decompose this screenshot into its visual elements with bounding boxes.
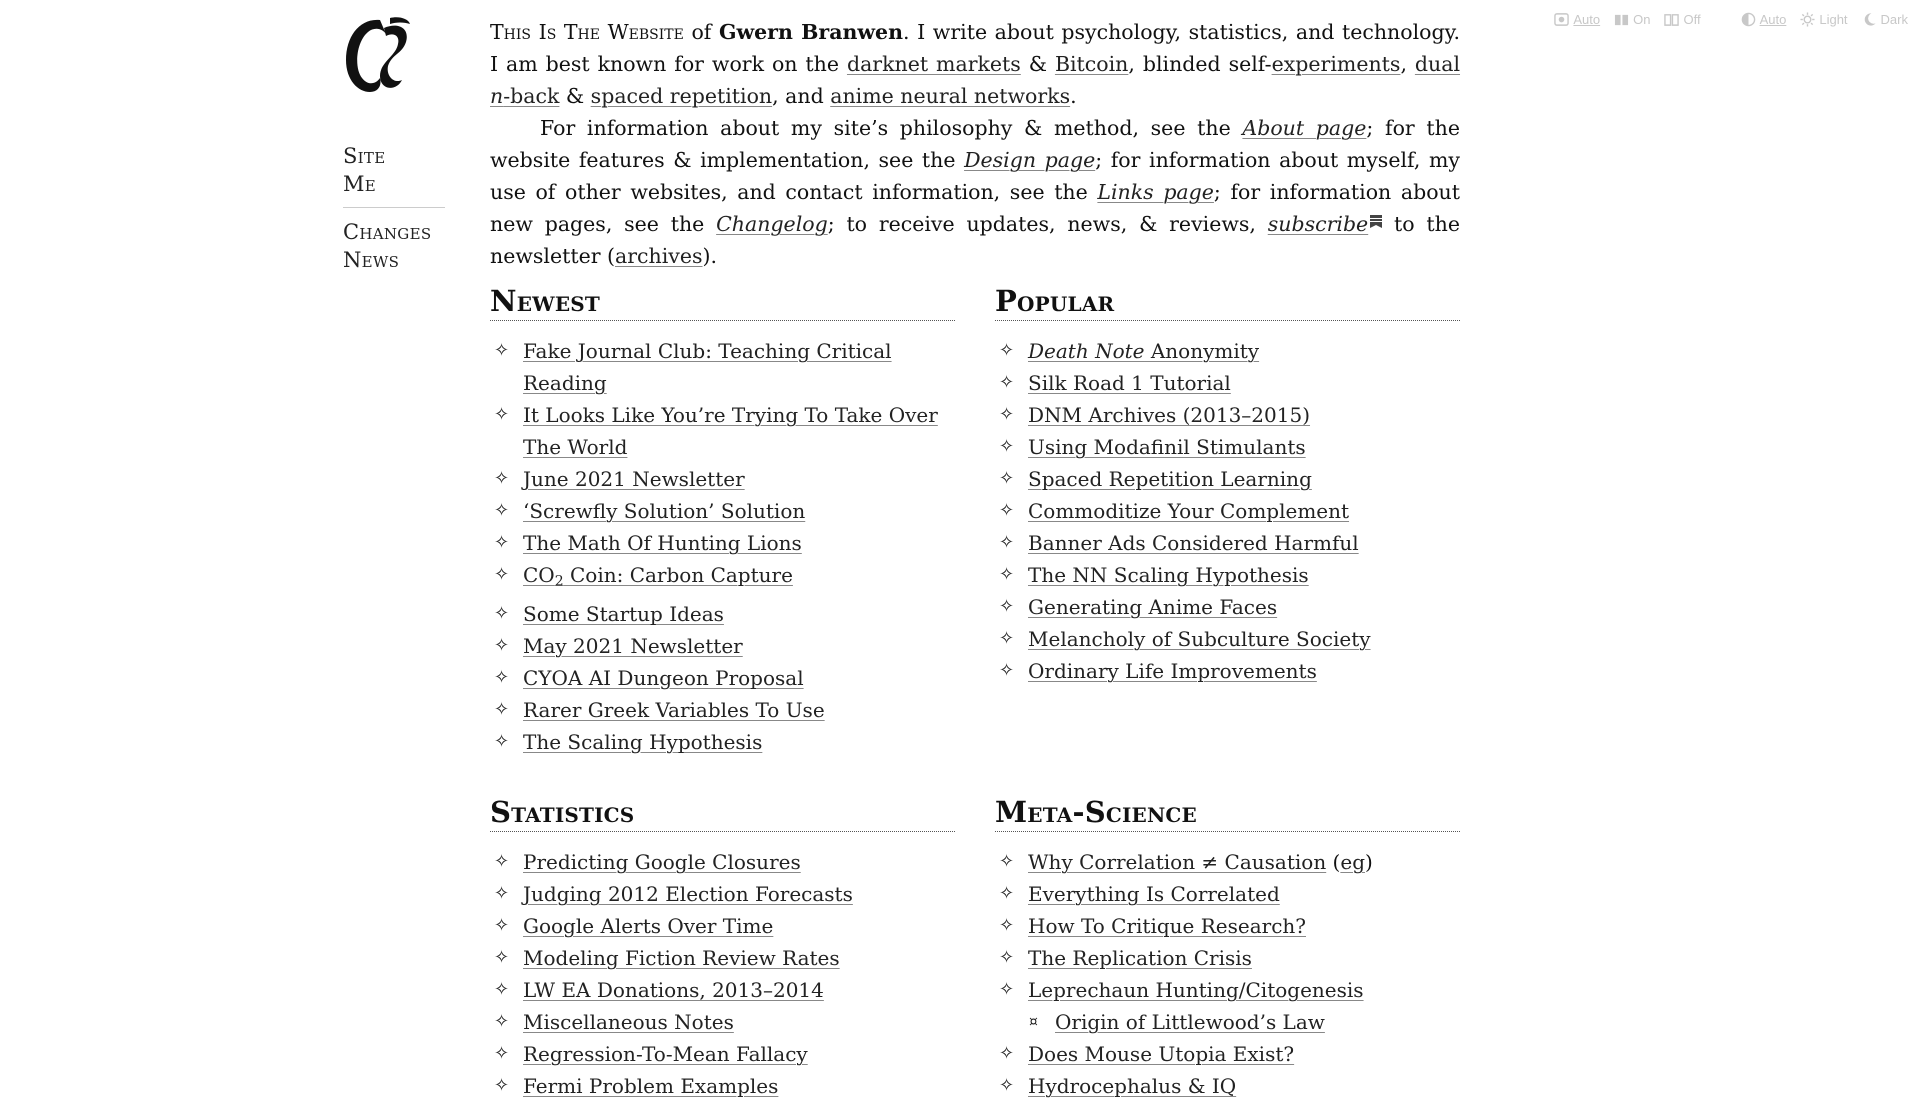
- list-item: [995, 399, 1460, 431]
- list-item: [995, 527, 1460, 559]
- link-design-page[interactable]: Design page: [964, 148, 1096, 172]
- bullet-icon: ✧: [494, 564, 510, 585]
- popular-link[interactable]: Banner Ads Considered Harmful: [1028, 531, 1359, 555]
- bullet-icon: ✧: [999, 1075, 1015, 1096]
- statistics-link[interactable]: Google Alerts Over Time: [523, 914, 774, 938]
- list-item: [995, 878, 1460, 910]
- meta-link[interactable]: The Replication Crisis: [1028, 946, 1252, 970]
- bullet-icon: ✧: [999, 851, 1015, 872]
- popular-link[interactable]: Using Modafinil Stimulants: [1028, 435, 1306, 459]
- moon-icon: [1862, 12, 1877, 27]
- bullet-icon: ✧: [999, 468, 1015, 489]
- list-item: [995, 367, 1460, 399]
- newsletter-icon: [1370, 215, 1382, 228]
- bullet-icon: ✧: [494, 730, 510, 752]
- link-links-page[interactable]: Links page: [1097, 180, 1214, 204]
- section-title-popular: Popular: [995, 284, 1460, 321]
- section-meta-science: [995, 795, 1460, 1102]
- bullet-icon: ✧: [999, 947, 1015, 968]
- bullet-icon: ✧: [494, 468, 510, 489]
- site-logo-icon[interactable]: [340, 14, 414, 96]
- list-item: [995, 974, 1460, 1006]
- popular-link[interactable]: Generating Anime Faces: [1028, 595, 1278, 619]
- newest-link[interactable]: ‘Screwfly Solution’ Solution: [523, 499, 806, 523]
- list-item: [490, 559, 955, 598]
- popular-link[interactable]: Commoditize Your Complement: [1028, 499, 1350, 523]
- sub-bullet-icon: ¤: [1029, 1014, 1038, 1030]
- list-item: [490, 974, 955, 1006]
- list-item: [995, 335, 1460, 367]
- list-item: [490, 1070, 955, 1102]
- newest-link[interactable]: Fake Journal Club: Teaching Critical Reading: [523, 339, 892, 395]
- bullet-icon: ✧: [999, 979, 1015, 1000]
- bullet-icon: ✧: [494, 851, 510, 872]
- link-bitcoin[interactable]: Bitcoin: [1054, 52, 1129, 76]
- link-dual-n-back[interactable]: dual n-back: [490, 52, 1461, 108]
- list-item: [490, 694, 955, 726]
- section-title-meta-science: Meta-Science: [995, 795, 1460, 832]
- statistics-link[interactable]: Modeling Fiction Review Rates: [523, 946, 840, 970]
- link-changelog[interactable]: Changelog: [716, 212, 828, 236]
- theme-light-button[interactable]: Light: [1800, 12, 1847, 27]
- bullet-icon: ✧: [494, 634, 510, 656]
- section-title-newest: Newest: [490, 284, 955, 321]
- meta-link[interactable]: Hydrocephalus & IQ: [1028, 1074, 1237, 1098]
- link-about-page[interactable]: About page: [1242, 116, 1367, 140]
- bullet-icon: ✧: [999, 596, 1015, 617]
- bullet-icon: ✧: [999, 532, 1015, 553]
- list-item: [995, 495, 1460, 527]
- meta-science-list: [995, 846, 1460, 1102]
- bullet-icon: ✧: [999, 628, 1015, 649]
- newest-link[interactable]: June 2021 Newsletter: [523, 467, 745, 491]
- bullet-icon: ✧: [999, 404, 1015, 425]
- statistics-link[interactable]: Judging 2012 Election Forecasts: [523, 882, 853, 906]
- link-subscribe[interactable]: subscribe: [1268, 212, 1382, 236]
- newest-link[interactable]: CYOA AI Dungeon Proposal: [523, 665, 804, 690]
- meta-link[interactable]: How To Critique Research?: [1028, 914, 1306, 938]
- sidebar-group-2: [343, 218, 445, 283]
- bullet-icon: ✧: [999, 883, 1015, 904]
- reader-auto-button[interactable]: Auto: [1554, 12, 1600, 27]
- bullet-icon: ✧: [494, 979, 510, 1000]
- author-name: Gwern Branwen: [718, 20, 903, 44]
- theme-dark-button[interactable]: Dark: [1862, 12, 1908, 27]
- list-item: [995, 1070, 1460, 1102]
- bullet-icon: ✧: [999, 340, 1015, 361]
- popular-link[interactable]: Silk Road 1 Tutorial: [1028, 371, 1231, 395]
- list-item: [490, 527, 955, 559]
- newest-link[interactable]: Rarer Greek Variables To Use: [523, 697, 825, 722]
- section-popular: [995, 284, 1460, 687]
- statistics-link[interactable]: Predicting Google Closures: [523, 850, 801, 874]
- list-item: [490, 335, 955, 399]
- list-item: [490, 399, 955, 463]
- statistics-link[interactable]: Regression-To-Mean Fallacy: [523, 1042, 808, 1066]
- statistics-link[interactable]: Fermi Problem Examples: [523, 1074, 779, 1098]
- newest-link[interactable]: The Math Of Hunting Lions: [523, 531, 802, 555]
- intro-text: [490, 16, 1460, 272]
- bullet-icon: ✧: [999, 564, 1015, 585]
- bullet-icon: ✧: [494, 602, 510, 624]
- statistics-link[interactable]: LW EA Donations, 2013–2014: [523, 978, 824, 1002]
- link-anime-neural-networks[interactable]: anime neural networks: [830, 84, 1071, 108]
- section-title-statistics: Statistics: [490, 795, 955, 832]
- bullet-icon: ✧: [999, 372, 1015, 393]
- reader-mode-toggle: [1554, 12, 1700, 27]
- list-item: [995, 1038, 1460, 1070]
- section-statistics: [490, 795, 955, 1102]
- list-item: [995, 463, 1460, 495]
- bullet-icon: ✧: [999, 915, 1015, 936]
- list-item: [490, 1038, 955, 1070]
- list-item: [995, 559, 1460, 591]
- sidebar-item-changes[interactable]: Changes: [343, 220, 432, 244]
- bullet-icon: ✧: [494, 340, 510, 361]
- popular-list: [995, 335, 1460, 687]
- statistics-list: [490, 846, 955, 1102]
- meta-link[interactable]: Why Correlation ≠ Causation: [1028, 850, 1327, 874]
- list-item: [490, 726, 955, 758]
- book-closed-icon: [1664, 12, 1679, 27]
- sidebar-group-1: [343, 142, 445, 208]
- list-item: [490, 463, 955, 495]
- section-newest: [490, 284, 955, 758]
- bullet-icon: ✧: [494, 666, 510, 688]
- popular-link[interactable]: DNM Archives (2013–2015): [1028, 403, 1311, 427]
- bullet-icon: ✧: [494, 698, 510, 720]
- bullet-icon: ✧: [999, 1043, 1015, 1064]
- bullet-icon: ✧: [494, 1075, 510, 1096]
- list-item: [995, 591, 1460, 623]
- site-title-lead: This Is The Website: [490, 20, 684, 44]
- list-item: ✧ Why Correlation ≠ Causation (eg): [995, 846, 1460, 878]
- sidebar-item-site[interactable]: Site: [343, 144, 386, 168]
- list-item: [490, 910, 955, 942]
- list-item: [995, 655, 1460, 687]
- popular-link[interactable]: Melancholy of Subculture Society: [1028, 627, 1371, 651]
- newest-link[interactable]: The Scaling Hypothesis: [523, 729, 763, 754]
- meta-link[interactable]: Does Mouse Utopia Exist?: [1028, 1042, 1295, 1066]
- sidebar-item-me[interactable]: Me: [343, 172, 377, 196]
- list-item: [490, 942, 955, 974]
- popular-link-death-note[interactable]: Death Note Anonymity: [1028, 339, 1260, 363]
- list-item: [490, 495, 955, 527]
- book-open-icon: [1614, 12, 1629, 27]
- meta-link[interactable]: Origin of Littlewood’s Law: [1055, 1010, 1325, 1034]
- link-spaced-repetition[interactable]: spaced repetition: [590, 84, 773, 108]
- list-item: [490, 846, 955, 878]
- bullet-icon: ✧: [999, 436, 1015, 457]
- sidebar-item-news[interactable]: News: [343, 248, 400, 272]
- bullet-icon: ✧: [494, 500, 510, 521]
- link-archives[interactable]: archives: [615, 244, 703, 268]
- list-item: [490, 662, 955, 694]
- sun-icon: [1800, 12, 1815, 27]
- bullet-icon: ✧: [494, 915, 510, 936]
- bullet-icon: ✧: [494, 1011, 510, 1032]
- meta-link[interactable]: Leprechaun Hunting/Citogenesis: [1028, 978, 1364, 1002]
- reader-auto-icon: [1554, 12, 1569, 27]
- half-circle-icon: [1741, 12, 1756, 27]
- meta-link-eg[interactable]: eg: [1340, 850, 1366, 874]
- meta-link[interactable]: Everything Is Correlated: [1028, 882, 1280, 906]
- popular-link[interactable]: Ordinary Life Improvements: [1028, 659, 1317, 683]
- list-item: [995, 942, 1460, 974]
- theme-toggle: [1741, 12, 1908, 27]
- popular-link[interactable]: The NN Scaling Hypothesis: [1028, 563, 1309, 587]
- intro-paragraph-2: For information about my site’s philosophy & method, see the About page; for the website features & implementation, see the Design page; for information about myself, my use of other websites, and contact information, see the Links page; for information about new pages, see the Changelog; to receive updates, news, & reviews, subscribe to the newsletter (archives).: [490, 116, 1461, 268]
- link-experiments[interactable]: experiments: [1271, 52, 1401, 76]
- statistics-link[interactable]: Miscellaneous Notes: [523, 1010, 734, 1034]
- list-item: [490, 598, 955, 630]
- newest-link[interactable]: Some Startup Ideas: [523, 601, 724, 626]
- intro-paragraph-1: This Is The Website of Gwern Branwen. I write about psychology, statistics, and technology. I am best known for work on the darknet markets & Bitcoin, blinded self-experiments, dual n-back & spaced repetition, and anime neural networks.: [490, 20, 1461, 108]
- bullet-icon: ✧: [494, 883, 510, 904]
- bullet-icon: ✧: [999, 660, 1015, 681]
- bullet-icon: ✧: [494, 404, 510, 425]
- list-item-sub: [995, 1006, 1460, 1038]
- mode-toggles: [1514, 12, 1908, 27]
- reader-off-button[interactable]: Off: [1664, 12, 1700, 27]
- list-item: [490, 878, 955, 910]
- list-item: [995, 431, 1460, 463]
- bullet-icon: ✧: [494, 947, 510, 968]
- list-item: [995, 910, 1460, 942]
- bullet-icon: ✧: [999, 500, 1015, 521]
- newest-list: [490, 335, 955, 758]
- sidebar-nav: [343, 142, 445, 293]
- newest-link[interactable]: It Looks Like You’re Trying To Take Over The World: [523, 403, 938, 459]
- reader-on-button[interactable]: On: [1614, 12, 1650, 27]
- bullet-icon: ✧: [494, 532, 510, 553]
- list-item: [490, 1006, 955, 1038]
- bullet-icon: ✧: [494, 1043, 510, 1064]
- list-item: [490, 630, 955, 662]
- popular-link[interactable]: Spaced Repetition Learning: [1028, 467, 1312, 491]
- link-darknet-markets[interactable]: darknet markets: [846, 52, 1021, 76]
- list-item: [995, 623, 1460, 655]
- newest-link[interactable]: May 2021 Newsletter: [523, 633, 743, 658]
- newest-link-co2[interactable]: $CO_2$ Coin: Carbon Capture: [523, 563, 793, 590]
- theme-auto-button[interactable]: Auto: [1741, 12, 1787, 27]
